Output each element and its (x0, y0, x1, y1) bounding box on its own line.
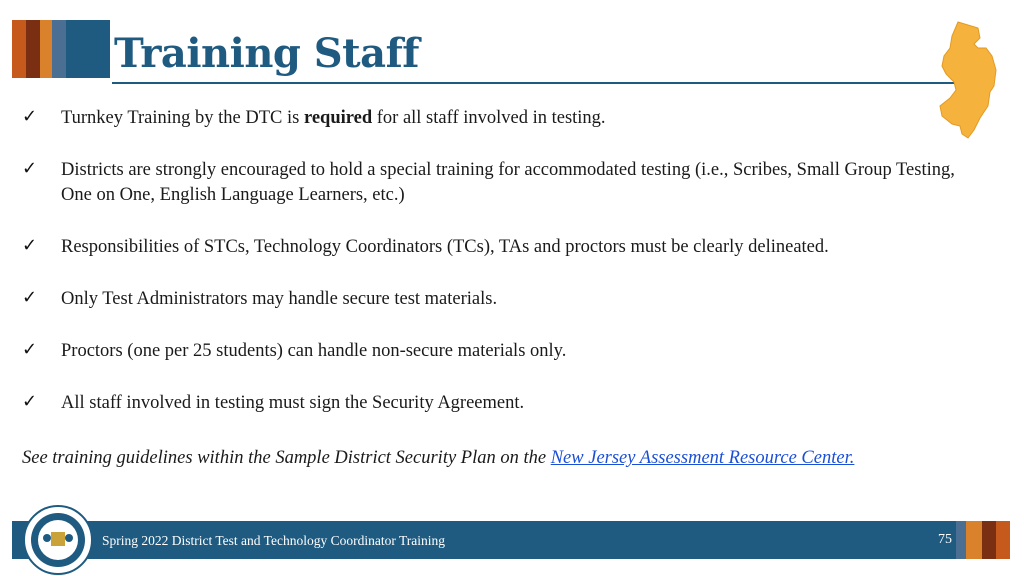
bullet-list (20, 106, 980, 416)
bullet-text: Proctors (one per 25 students) can handle non-secure materials only. (61, 341, 567, 361)
reference-note (22, 448, 854, 469)
bullet-emphasis: required (303, 108, 373, 128)
bullet-text: for all staff involved in testing. (372, 108, 606, 128)
footer-bar (12, 521, 956, 559)
bullet-item (20, 339, 980, 364)
title-underline (112, 82, 974, 84)
bullet-text: Districts are strongly encouraged to hold a special training for accommodated testing (i.e., Scribes, Small Group Testing, One on One, English Language Learners, etc.) (61, 160, 955, 205)
footer-color-stripes (956, 521, 1010, 559)
bullet-text: Responsibilities of STCs, Technology Coordinators (TCs), TAs and proctors must be clearly delineated. (61, 237, 829, 257)
note-text: See training guidelines within the Sample District Security Plan on the (22, 448, 551, 468)
bullet-item (20, 235, 980, 260)
bullet-item (20, 158, 980, 208)
check-icon: ✓ (22, 106, 38, 127)
bullet-text: All staff involved in testing must sign the Security Agreement. (61, 393, 525, 413)
nj-department-of-education-seal-icon (22, 504, 94, 576)
check-icon: ✓ (22, 235, 38, 256)
slide-title: Training Staff (114, 30, 419, 77)
header-color-stripes (12, 20, 110, 78)
bullet-item (20, 106, 980, 131)
bullet-item (20, 287, 980, 312)
check-icon: ✓ (22, 391, 38, 412)
bullet-text: Turnkey Training by the DTC is (61, 108, 304, 128)
check-icon: ✓ (22, 287, 38, 308)
bullet-text: Only Test Administrators may handle secure test materials. (61, 289, 498, 309)
check-icon: ✓ (22, 158, 38, 179)
resource-center-link[interactable]: New Jersey Assessment Resource Center. (550, 448, 855, 468)
check-icon: ✓ (22, 339, 38, 360)
page-number: 75 (938, 532, 952, 547)
bullet-item (20, 391, 980, 416)
footer-text: Spring 2022 District Test and Technology Coordinator Training (102, 533, 445, 548)
